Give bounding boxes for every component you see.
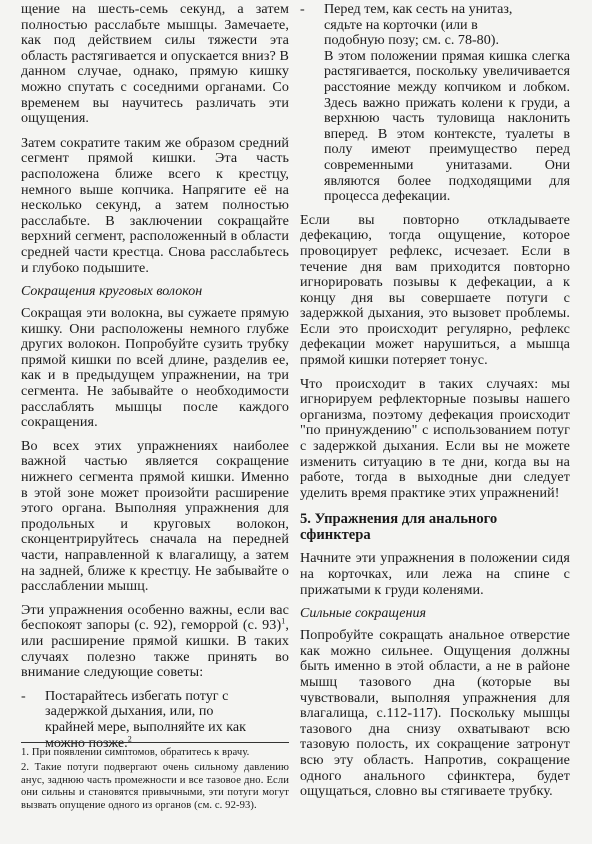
subheading-circular-fibers: Сокращения круговых волокон (21, 284, 203, 300)
subheading-strong-contractions: Сильные сокращения (300, 606, 426, 622)
bullet-line: крайней мере, выполняйте их как (45, 718, 246, 735)
footnote: 1. При появлении симптомов, обратитесь к врачу. (21, 747, 250, 758)
left-column (21, 2, 289, 759)
dash-marker: - (21, 687, 26, 704)
bullet-line: сядьте на корточки (или в (324, 16, 478, 33)
dash-marker: - (300, 1, 305, 17)
paragraph: Начните эти упражнения в положении сидя на корточках, или лежа на спине с прижатыми к груди коленями. (300, 550, 570, 598)
paragraph: Если вы повторно откладываете дефекацию, тогда ощущение, которое провоцирует рефлекс, исчезает. Если в течение дня вам приходится повторно игнорировать позывы к дефекации, а к концу дня вы совершаете потуги с задержкой дыхания, это вызовет проблемы. Если это происходит регулярно, рефлекс дефекации может нарушиться, а мышца прямой кишки потеряет тонус. (300, 211, 570, 369)
paragraph: Что происходит в таких случаях: мы игнорируем рефлекторные позывы нашего организма, поэтому дефекация происходит "по принуждению" с использованием потуг с задержкой дыхания. Если вы не можете изменить ситуацию в те дни, когда вы на работе, тогда в выходные дни следует уделить время практике этих упражнений! (300, 375, 570, 501)
footnote-ref: 2 (127, 733, 132, 743)
paragraph: щение на шесть-семь секунд, а затем полностью расслабьте мышцы. Замечаете, как под действием силы тяжести эта область растягивается и опускается вниз? В данном случае, однако, прямую кишку можно спутать с соседними органами. Со временем вы научитесь различать эти ощущения. (21, 1, 289, 127)
paragraph-text: Эти упражнения особенно важны, если вас беспокоят запоры (с. 92), геморрой (с. 93) (21, 601, 289, 634)
bullet-paragraph: В этом положении прямая кишка слегка растягивается, поскольку увеличивается расстояние между копчиком и лобком. Здесь важно прижать колени к груди, а верхнюю часть туловища наклонить вперед. В этом контексте, туалеты в полу имеют преимущество перед современными унитазами. Они являются более подходящими для процесса дефекации. (324, 47, 570, 205)
advice-bullet (300, 2, 570, 205)
bullet-line: подобную позу; см. с. 78-80). (324, 32, 499, 49)
bullet-line-text: можно позже. (45, 734, 128, 751)
bullet-text (324, 2, 570, 205)
paragraph (21, 603, 289, 681)
bullet-line: Перед тем, как сесть на унитаз, (324, 1, 513, 17)
footnotes (21, 742, 289, 815)
footnote-ref: 1 (281, 616, 286, 626)
paragraph: Во всех этих упражнениях наиболее важной частью является сокращение нижнего сегмента прямой кишки. Именно в этой зоне может произойти расширение этого органа. Выполняя упражнения для продольных и круговых волокон, сконцентрируйтесь сначала на передней части, направленной к влагалищу, а затем на задней, ближе к крестцу. Не забывайте о расслаблении мышц. (21, 437, 289, 595)
paragraph: Попробуйте сокращать анальное отверстие как можно сильнее. Ощущения должны быть именно в этой области, а не в районе мышц тазового дна (которые вы чувствовали, выполняя упражнения для влагалища, с.112-117). Поскольку мышцы тазового дна снизу охватывают всю тазовую полость, их сокращение затронут всю эту область. Напротив, сокращение одного анального сфинктера, будет ощущаться, словно вы стягиваете трубку. (300, 627, 570, 800)
paragraph: Затем сократите таким же образом средний сегмент прямой кишки. Эта часть расположена ближе всего к крестцу, немного выше копчика. Напрягите её на несколько секунд, а затем полностью расслабьте. В заключении сокращайте верхний сегмент, расположенный в области средней части крестца. Снова расслабьтесь и глубоко подышите. (21, 134, 289, 276)
right-column (300, 2, 570, 808)
bullet-line: Постарайтесь избегать потуг с (45, 687, 229, 704)
footnote: 2. Такие потуги подвергают очень сильному давлению анус, заднюю часть промежности и все тазовое дно. Если они сильны и становятся привычными, эти потуги могут вызвать опущение одного из органов (см. с. 92-93). (21, 762, 289, 811)
section-heading: 5. Упражнения для анального сфинктера (300, 511, 498, 544)
paragraph-text: , или расширение прямой кишки. В таких случаях полезно также принять во внимание следующие советы: (21, 617, 289, 681)
paragraph: Сокращая эти волокна, вы сужаете прямую кишку. Они расположены немного глубже других волокон. Попробуйте сузить трубку прямой кишки по всей длине, разделив ее, как и в предыдущем упражнении, на три сегмента. Не забывайте о необходимости расслаблять мышцы после каждого сокращения. (21, 305, 289, 431)
bullet-line: задержкой дыхания, или, по (45, 703, 214, 720)
